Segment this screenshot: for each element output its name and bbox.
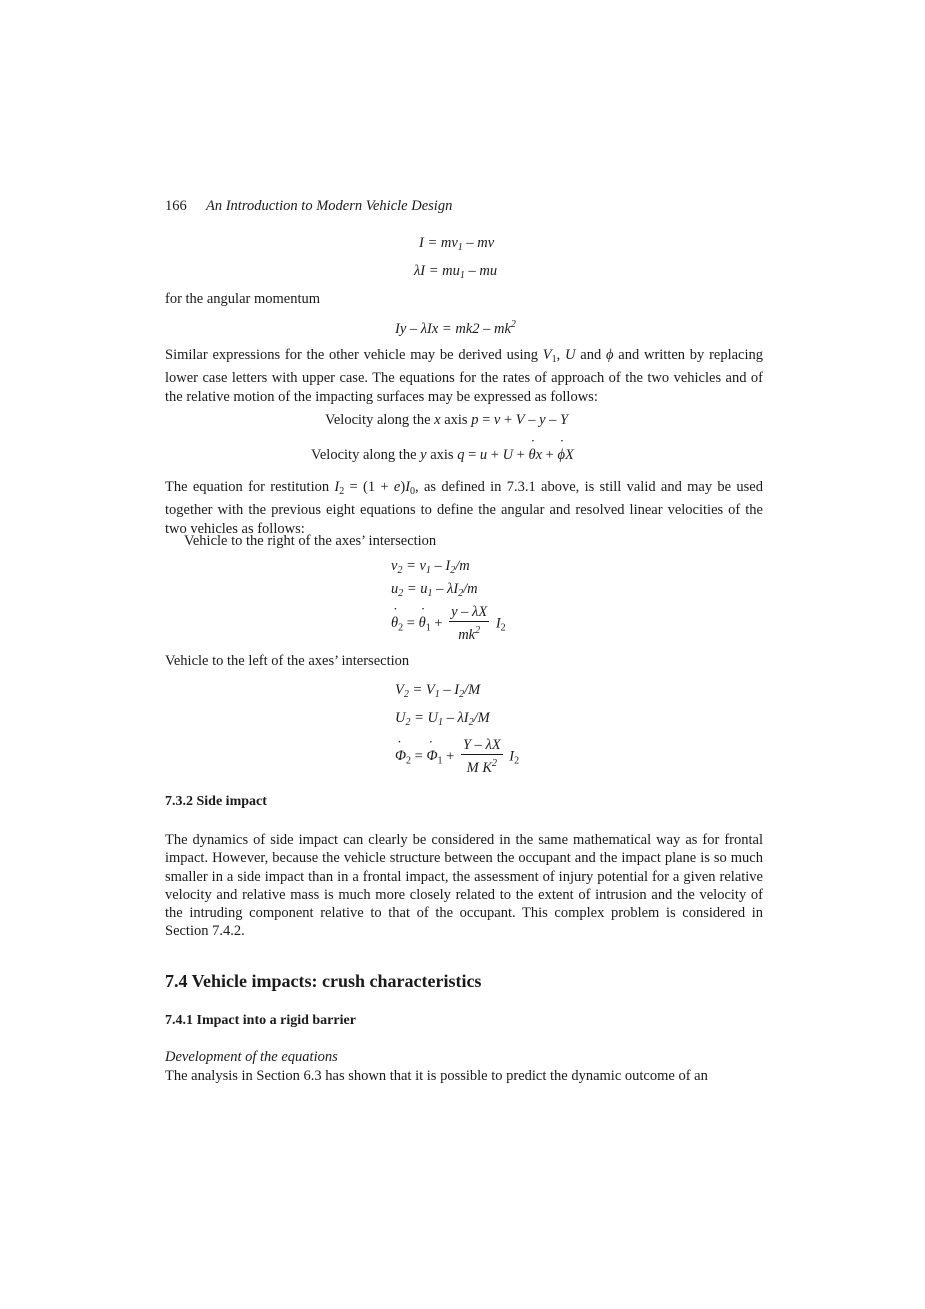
- section-heading-7-4-1: 7.4.1 Impact into a rigid barrier: [165, 1013, 356, 1028]
- equation-velocity-y: Velocity along the y axis q = u + U + ˙ θx + ˙ ϕX: [311, 447, 574, 464]
- page-number: 166: [165, 198, 187, 214]
- paragraph-similar-expressions: Similar expressions for the other vehicle may be derived using $V_1$, U and ϕ and written by replacing lower case letters with upper case. The equations for the rates of approach of the two vehicles and of the relative motion of the impacting surfaces may be expressed as follows:: [165, 347, 764, 405]
- running-header: [165, 198, 452, 215]
- equation-phi2: ˙ $\Phi_2$ = ˙ $\Phi_1$ + $\frac{Y - \lambda X}{M K^2}$ $I_2$: [395, 737, 519, 777]
- theta-fraction: $\frac{y - \lambda X}{mk^2}$: [451, 604, 488, 643]
- equation-v2: $v_2 = v_1 - I_2/m$: [391, 558, 470, 576]
- equation-linear-momentum-2: $\lambda I = mu_1$ – mu: [414, 263, 498, 281]
- paragraph-analysis: The analysis in Section 6.3 has shown that it is possible to predict the dynamic outcome of an: [165, 1068, 708, 1084]
- section-heading-7-4: 7.4 Vehicle impacts: crush characteristics: [165, 971, 482, 991]
- equation-u2: $u_2 = u_1 - \lambda I_2/m$: [391, 581, 478, 599]
- equation-theta2: ˙ $\theta_2$ = ˙ $\theta_1$ + $\frac{y - \lambda X}{mk^2}$ $I_2$: [391, 604, 506, 644]
- book-title: An Introduction to Modern Vehicle Design: [206, 198, 453, 214]
- angular-lead-text: for the angular momentum: [165, 291, 321, 307]
- paragraph-restitution: The equation for restitution $I_2 = (1 + e)I_0$, as defined in 7.3.1 above, is still valid and may be used together with the previous eight equations to define the angular and resolved linear velocities of the two vehicles as follows:: [165, 479, 763, 537]
- subheading-development: Development of the equations: [165, 1049, 338, 1065]
- paragraph-side-impact: The dynamics of side impact can clearly be considered in the same mathematical way as for frontal impact. However, because the vehicle structure between the occupant and the impact plane is so much smaller in a side impact than in a frontal impact, the assessment of injury potential for a given relative velocity and relative mass is much more closely related to the extent of intrusion and the velocity of the intruding component relative to that of the occupant. This complex problem is considered in Section 7.4.2.: [165, 832, 763, 940]
- equation-U2: $U_2 = U_1 - \lambda I_2/M$: [395, 710, 490, 728]
- left-vehicle-lead: Vehicle to the left of the axes’ intersection: [165, 653, 410, 669]
- equation-V2: $V_2 = V_1 - I_2/M$: [395, 682, 481, 700]
- equation-angular-momentum: $Iy - \lambda Ix = mk2 - mk^2$: [395, 319, 516, 337]
- right-vehicle-lead: Vehicle to the right of the axes’ intersection: [184, 533, 437, 549]
- phi-fraction: $\frac{Y - \lambda X}{M K^2}$: [462, 737, 501, 776]
- equation-velocity-x: Velocity along the x axis p = v + V – y – Y: [325, 412, 569, 428]
- equation-linear-momentum-1: $I = mv_1$ – mv: [419, 235, 495, 253]
- section-heading-7-3-2: 7.3.2 Side impact: [165, 794, 267, 809]
